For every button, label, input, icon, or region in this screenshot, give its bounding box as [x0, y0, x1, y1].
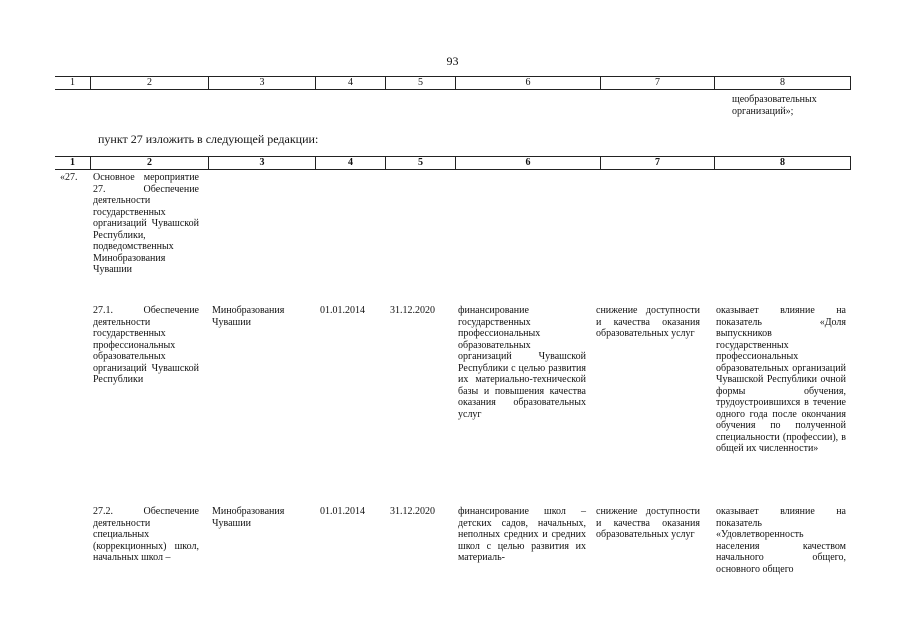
- row-27-2-executor: Минобразования Чувашии: [212, 506, 285, 529]
- header-col-8: 8: [714, 157, 851, 169]
- header-col-3: 3: [208, 77, 315, 89]
- header-col-6: 6: [455, 77, 600, 89]
- header-col-5: 5: [385, 157, 455, 169]
- header-col-3: 3: [208, 157, 315, 169]
- row-27-number: «27.: [60, 172, 78, 183]
- row-27-1-end: 31.12.2020: [390, 305, 435, 316]
- row-27-1-name: 27.1. Обеспечение деятельности государственных профессиональных образовательных организаций Чувашской Республики: [93, 305, 199, 385]
- table-header-new: [55, 156, 851, 170]
- header-col-1: 1: [70, 77, 75, 88]
- table-header-top: [55, 76, 851, 90]
- row-27-1-executor: Минобразования Чувашии: [212, 305, 285, 328]
- header-col-2: 2: [90, 77, 208, 89]
- row-27-2-consequence: снижение доступности и качества оказания образовательных услуг: [596, 506, 700, 540]
- row-27-1-indicator: оказывает влияние на показатель «Доля выпускников государственных профессиональных образовательных организаций Чувашской Республики очной формы обучения, трудоустроившихся в течение одного года после окончания обучения по полученной специальности (профессии), в общей их численности»: [716, 305, 846, 454]
- header-col-7: 7: [600, 77, 714, 89]
- header-col-4: 4: [315, 77, 385, 89]
- row-27-2-indicator: оказывает влияние на показатель «Удовлетворенность населения качеством начального общего, основного общего: [716, 506, 846, 575]
- header-col-6: 6: [455, 157, 600, 169]
- previous-row-col8: щеобразовательных организаций»;: [732, 94, 817, 117]
- header-col-5: 5: [385, 77, 455, 89]
- page-number: 93: [446, 54, 459, 68]
- row-27-2-name: 27.2. Обеспечение деятельности специальных (коррекционных) школ, начальных школ –: [93, 506, 199, 563]
- header-col-7: 7: [600, 157, 714, 169]
- row-27-2-end: 31.12.2020: [390, 506, 435, 517]
- row-27-1-result: финансирование государственных профессиональных образовательных организаций Чувашской Республики с целью развития их материально-технической базы и повышения качества оказания образовательных услуг: [458, 305, 586, 420]
- row-27-2-start: 01.01.2014: [320, 506, 365, 517]
- header-col-2: 2: [90, 157, 208, 169]
- header-col-1: 1: [70, 157, 75, 168]
- row-27-1-consequence: снижение доступности и качества оказания образовательных услуг: [596, 305, 700, 339]
- header-col-8: 8: [714, 77, 851, 89]
- row-27-1-start: 01.01.2014: [320, 305, 365, 316]
- row-27-2-result: финансирование школ – детских садов, начальных, неполных средних и средних школ с целью развития их материаль-: [458, 506, 586, 563]
- instruction-text: пункт 27 изложить в следующей редакции:: [98, 132, 319, 146]
- header-col-4: 4: [315, 157, 385, 169]
- row-27-name: Основное мероприятие 27. Обеспечение деятельности государственных организаций Чувашской Республики, подведомственных Минобразования Чувашии: [93, 172, 199, 275]
